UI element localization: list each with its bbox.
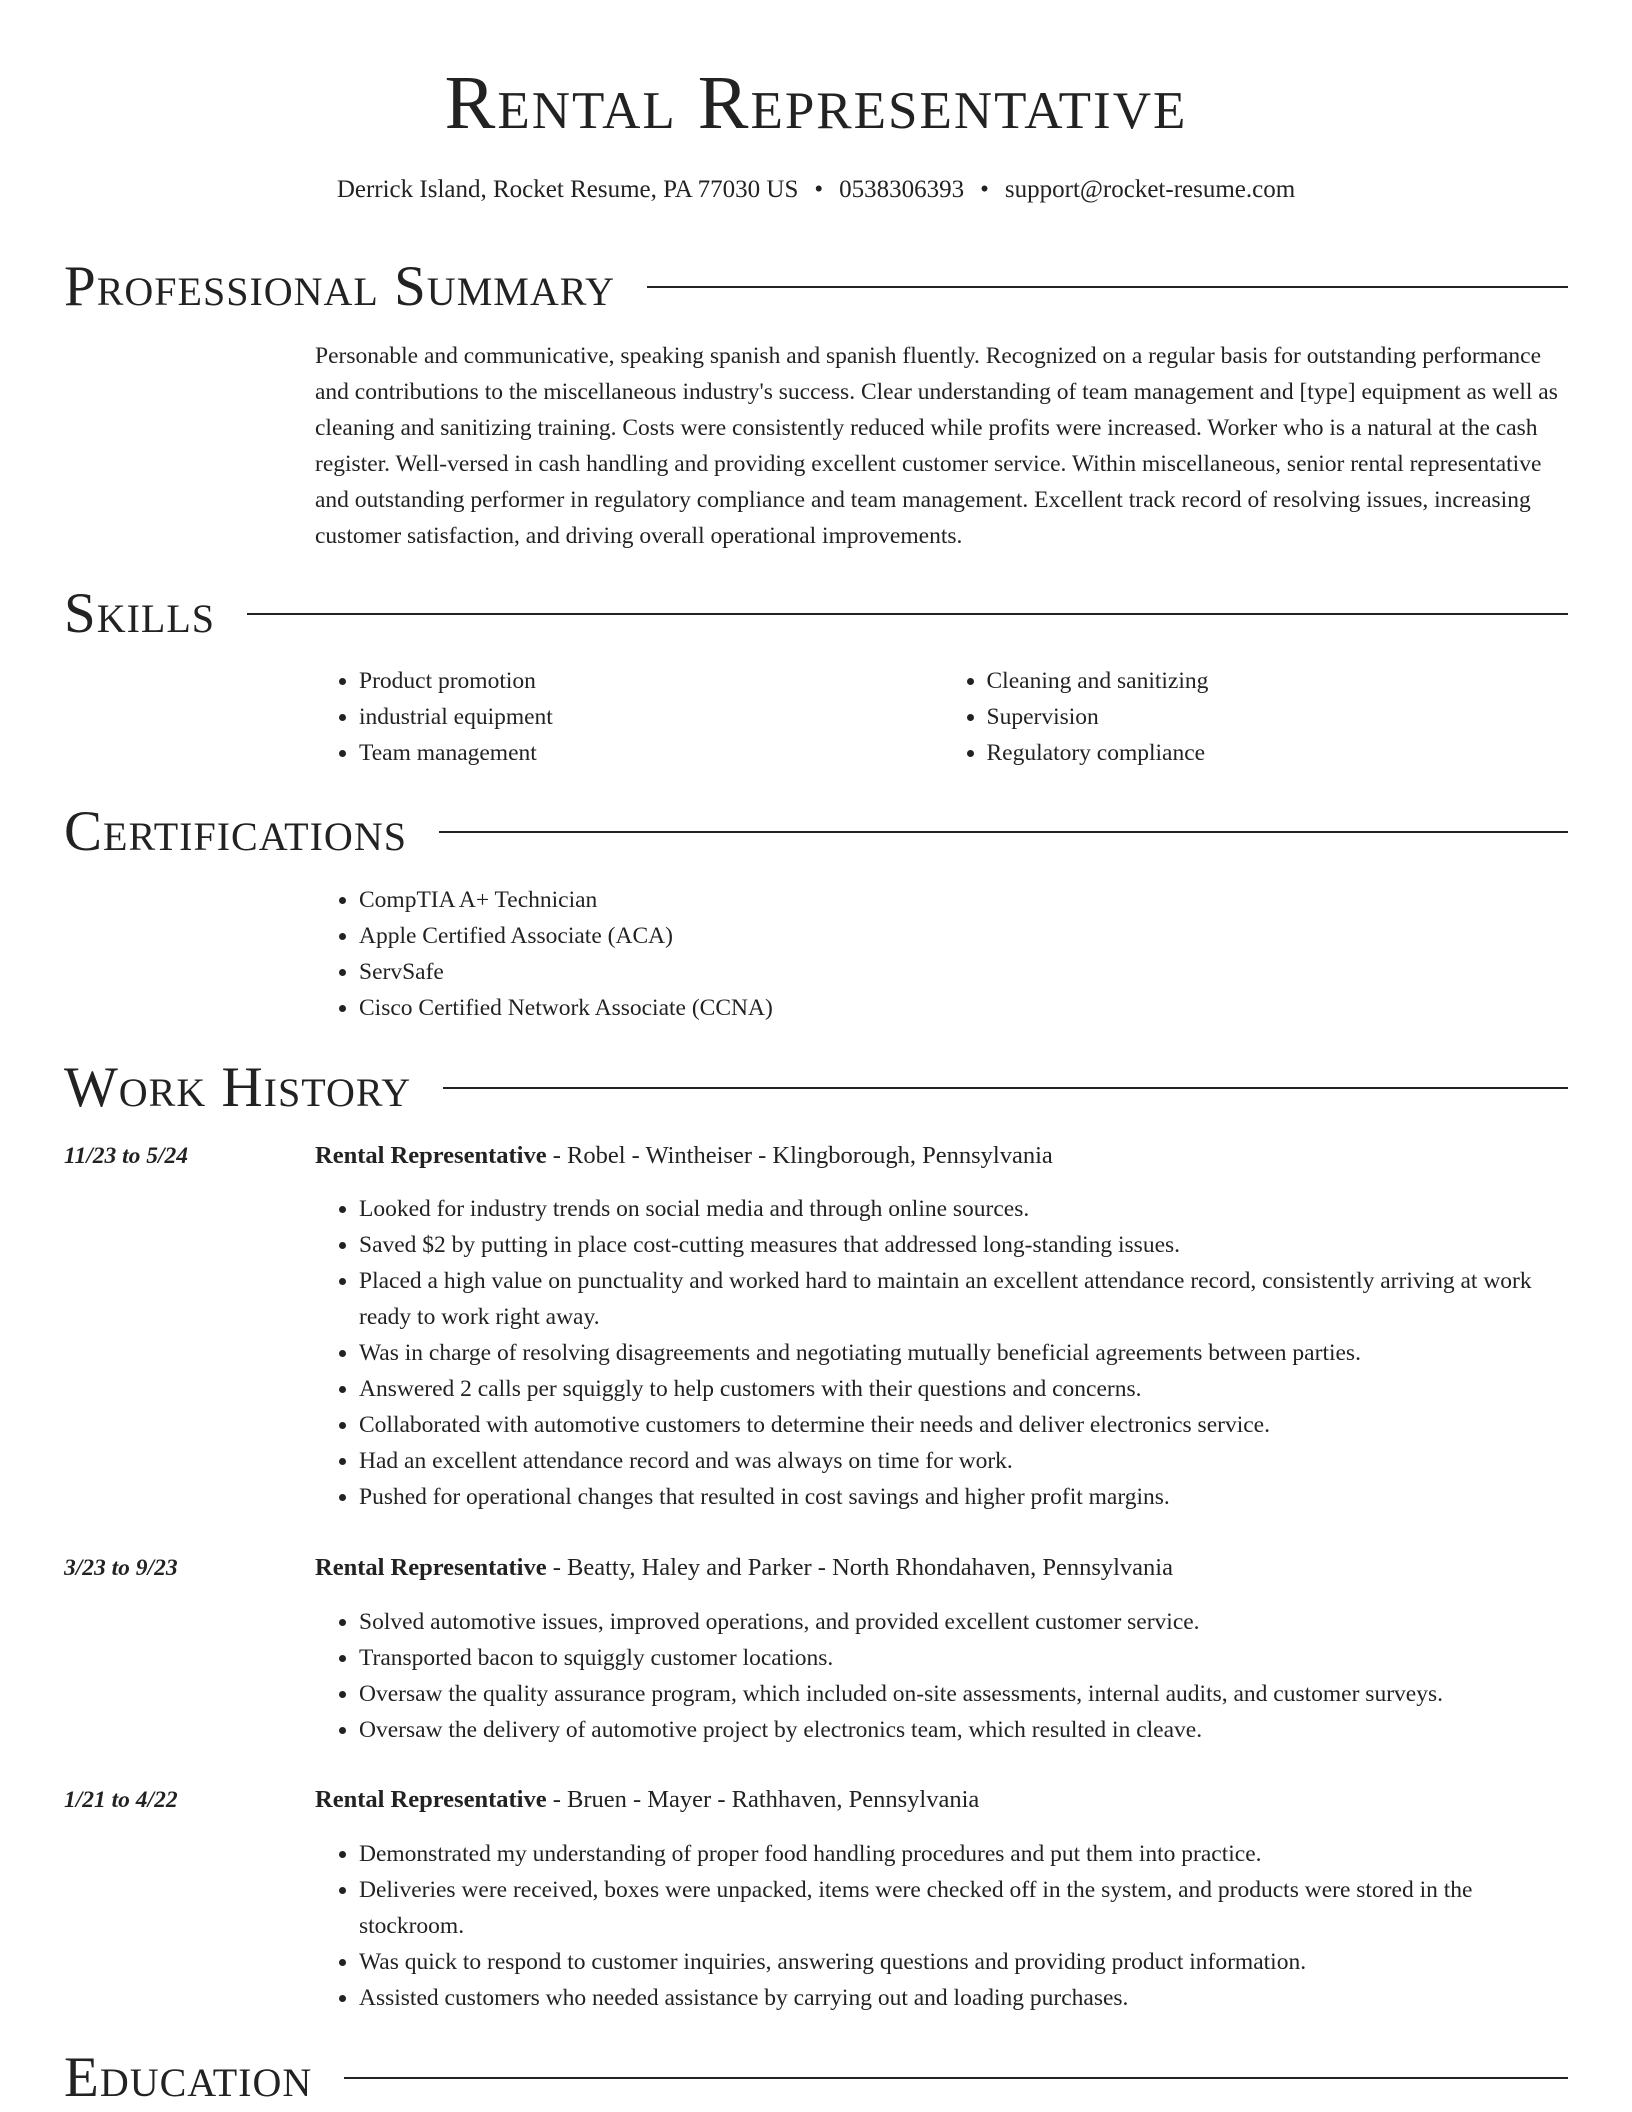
skills-list <box>315 663 1570 771</box>
section-professional-summary <box>64 254 1568 320</box>
job-role: Rental Representative <box>315 1142 547 1169</box>
section-rule <box>247 613 1568 615</box>
section-title: Professional Summary <box>64 255 616 318</box>
skill-item: • Supervision <box>987 699 1571 735</box>
section-skills <box>64 581 1568 647</box>
job-bullet: • Placed a high value on punctuality and worked hard to maintain an excellent attendance record, consistently arriving at work ready to work right away. <box>359 1263 1570 1335</box>
separator: • <box>980 176 989 203</box>
skill-item: • Cleaning and sanitizing <box>987 663 1571 699</box>
section-work-history <box>64 1055 1568 1121</box>
job-role: Rental Representative <box>315 1786 547 1813</box>
job-bullet: • Oversaw the delivery of automotive project by electronics team, which resulted in cleave. <box>359 1712 1570 1748</box>
section-certifications <box>64 799 1568 865</box>
job-bullet: • Looked for industry trends on social media and through online sources. <box>359 1191 1570 1227</box>
section-title: Work History <box>64 1056 412 1119</box>
job-bullets <box>315 1191 1570 1515</box>
section-rule <box>439 831 1568 833</box>
certification-item: • ServSafe <box>359 954 1570 990</box>
skill-item: • Regulatory compliance <box>987 735 1571 771</box>
job-details: - Bruen - Mayer - Rathhaven, Pennsylvania <box>546 1786 980 1813</box>
section-title: Certifications <box>64 800 407 863</box>
skills-column-2 <box>943 663 1571 771</box>
job-bullet: • Demonstrated my understanding of proper food handling procedures and put them into practice. <box>359 1836 1570 1872</box>
job-bullet: • Saved $2 by putting in place cost-cutting measures that addressed long-standing issues. <box>359 1227 1570 1263</box>
address: Derrick Island, Rocket Resume, PA 77030 US <box>336 176 799 203</box>
job-bullet: • Deliveries were received, boxes were unpacked, items were checked off in the system, and products were stored in the stockroom. <box>359 1872 1570 1944</box>
skill-item: • industrial equipment <box>359 699 943 735</box>
job-bullets <box>315 1604 1570 1748</box>
job-bullet: • Pushed for operational changes that resulted in cost savings and higher profit margins. <box>359 1479 1570 1515</box>
section-education <box>64 2045 1568 2111</box>
section-rule <box>443 1087 1568 1089</box>
section-rule <box>647 286 1568 288</box>
separator: • <box>814 176 824 203</box>
certification-item: • Cisco Certified Network Associate (CCNA) <box>359 990 1570 1026</box>
phone: 0538306393 <box>839 176 965 203</box>
email: support@rocket-resume.com <box>1004 176 1296 203</box>
job-bullet: • Assisted customers who needed assistance by carrying out and loading purchases. <box>359 1980 1570 2016</box>
job-bullet: • Had an excellent attendance record and was always on time for work. <box>359 1443 1570 1479</box>
job-role: Rental Representative <box>315 1554 547 1581</box>
job-heading <box>315 1138 1053 1174</box>
job-dates: 11/23 to 5/24 <box>64 1143 189 1169</box>
section-rule <box>344 2077 1568 2079</box>
contact-line <box>0 172 1632 208</box>
skills-column-1 <box>315 663 943 771</box>
skill-item: • Team management <box>359 735 943 771</box>
job-bullets <box>315 1836 1570 2016</box>
job-dates: 1/21 to 4/22 <box>64 1787 178 1813</box>
job-bullet: • Was quick to respond to customer inquiries, answering questions and providing product information. <box>359 1944 1570 1980</box>
job-bullet: • Was in charge of resolving disagreements and negotiating mutually beneficial agreements between parties. <box>359 1335 1570 1371</box>
resume-title: Rental Representative <box>444 61 1188 145</box>
certifications-list <box>315 882 1570 1026</box>
job-details: - Robel - Wintheiser - Klingborough, Pennsylvania <box>546 1142 1053 1169</box>
job-heading <box>315 1782 979 1818</box>
job-bullet: • Transported bacon to squiggly customer locations. <box>359 1640 1570 1676</box>
job-bullet: • Answered 2 calls per squiggly to help customers with their questions and concerns. <box>359 1371 1570 1407</box>
job-bullet: • Collaborated with automotive customers to determine their needs and deliver electronics service. <box>359 1407 1570 1443</box>
job-heading <box>315 1550 1173 1586</box>
job-bullet: • Oversaw the quality assurance program, which included on-site assessments, internal audits, and customer surveys. <box>359 1676 1570 1712</box>
certification-item: • CompTIA A+ Technician <box>359 882 1570 918</box>
skill-item: • Product promotion <box>359 663 943 699</box>
section-title: Education <box>64 2046 313 2109</box>
job-bullet: • Solved automotive issues, improved operations, and provided excellent customer service. <box>359 1604 1570 1640</box>
summary-text: Personable and communicative, speaking spanish and spanish fluently. Recognized on a regular basis for outstanding performance and contributions to the miscellaneous industry's success. Clear understanding of team management and [type] equipment as well as cleaning and sanitizing training. Costs were consistently reduced while profits were increased. Worker who is a natural at the cash register. Well-versed in cash handling and providing excellent customer service. Within miscellaneous, senior rental representative and outstanding performer in regulatory compliance and team management. Excellent track record of resolving issues, increasing customer satisfaction, and driving overall operational improvements. <box>315 343 1558 549</box>
job-dates: 3/23 to 9/23 <box>64 1555 178 1581</box>
job-details: - Beatty, Haley and Parker - North Rhondahaven, Pennsylvania <box>546 1554 1173 1581</box>
certification-item: • Apple Certified Associate (ACA) <box>359 918 1570 954</box>
section-title: Skills <box>64 582 216 645</box>
